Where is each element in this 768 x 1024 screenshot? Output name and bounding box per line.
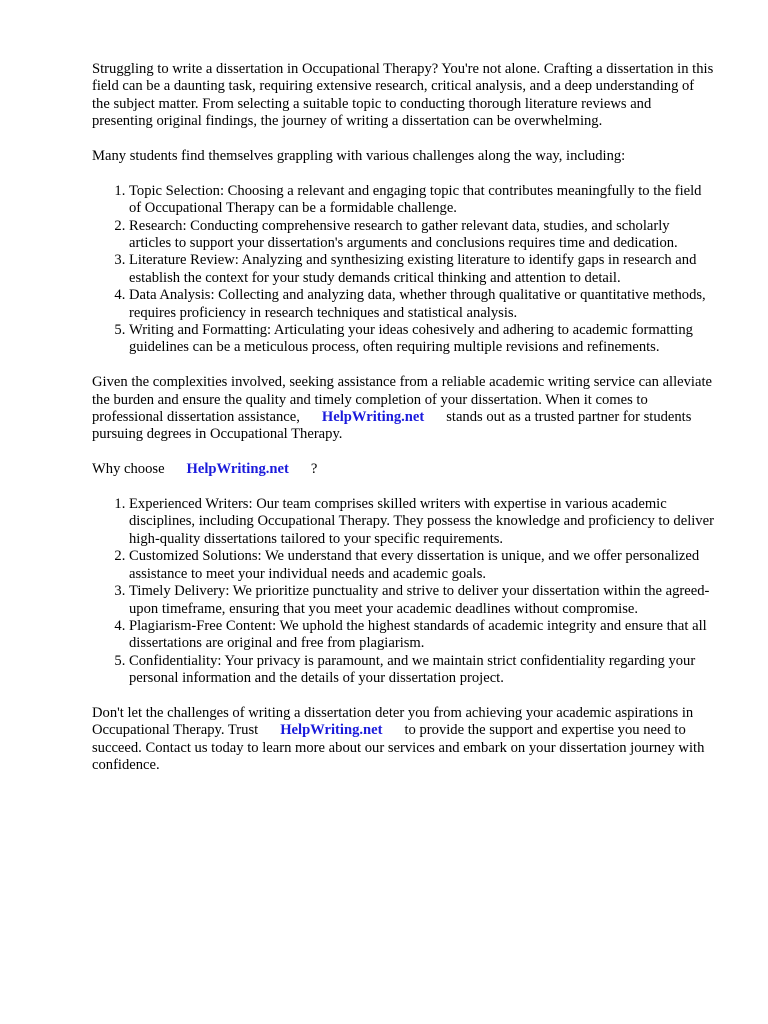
why-text-before: Why choose (92, 461, 165, 478)
challenges-list (92, 183, 714, 357)
list-item: 4. Plagiarism-Free Content: We uphold the highest standards of academic integrity and ensure that all dissertations are original and free from plagiarism. (129, 618, 714, 653)
challenges-intro: Many students find themselves grappling with various challenges along the way, including: (92, 148, 626, 165)
list-item: 1. Topic Selection: Choosing a relevant and engaging topic that contributes meaningfully to the field of Occupational Therapy can be a formidable challenge. (129, 183, 714, 218)
assistance-text-after: stands out as a trusted partner for students pursuing degrees in Occupational Therapy. (92, 409, 692, 443)
list-item: 5. Confidentiality: Your privacy is paramount, and we maintain strict confidentiality regarding your personal information and the details of your dissertation project. (129, 653, 714, 688)
assistance-paragraph (92, 374, 714, 444)
list-item: 4. Data Analysis: Collecting and analyzing data, whether through qualitative or quantitative methods, requires proficiency in research techniques and statistical analysis. (129, 287, 714, 322)
why-text-after: ? (310, 461, 318, 478)
why-choose-heading (92, 461, 714, 478)
intro-paragraph: Struggling to write a dissertation in Occupational Therapy? You're not alone. Crafting a dissertation in this field can be a daunting task, requiring extensive research, critical analysis, and a deep understanding of the subject matter. From selecting a suitable topic to conducting thorough literature reviews and presenting original findings, the journey of writing a dissertation can be overwhelming. (92, 61, 714, 130)
list-item: 2. Customized Solutions: We understand that every dissertation is unique, and we offer personalized assistance to meet your individual needs and academic goals. (129, 548, 714, 583)
helpwriting-link[interactable]: HelpWriting.net (321, 409, 425, 426)
assistance-text-before: Given the complexities involved, seeking assistance from a reliable academic writing service can alleviate the burden and ensure the quality and timely completion of your dissertation. When it comes to professional dissertation assistance, (92, 374, 712, 426)
list-item: 2. Research: Conducting comprehensive research to gather relevant data, studies, and scholarly articles to support your dissertation's arguments and conclusions requires time and dedication. (129, 218, 714, 253)
list-item: 3. Literature Review: Analyzing and synthesizing existing literature to identify gaps in research and establish the context for your study demands critical thinking and attention to detail. (129, 252, 714, 287)
list-item: 1. Experienced Writers: Our team comprises skilled writers with expertise in various academic disciplines, including Occupational Therapy. They possess the knowledge and proficiency to deliver high-quality dissertations tailored to your specific requirements. (129, 496, 714, 548)
reasons-list (92, 496, 714, 687)
helpwriting-link[interactable]: HelpWriting.net (186, 461, 289, 478)
closing-text-before: Don't let the challenges of writing a dissertation deter you from achieving your academic aspirations in Occupational Therapy. Trust (92, 704, 694, 739)
closing-paragraph (92, 705, 714, 775)
closing-text-after: to provide the support and expertise you need to succeed. Contact us today to learn more about our services and embark on your dissertation journey with confidence. (92, 722, 705, 774)
helpwriting-link[interactable]: HelpWriting.net (280, 722, 383, 739)
list-item: 5. Writing and Formatting: Articulating your ideas cohesively and adhering to academic formatting guidelines can be a meticulous process, often requiring multiple revisions and refinements. (129, 322, 714, 357)
list-item: 3. Timely Delivery: We prioritize punctuality and strive to deliver your dissertation within the agreed-upon timeframe, ensuring that you meet your academic deadlines without compromise. (129, 583, 714, 618)
